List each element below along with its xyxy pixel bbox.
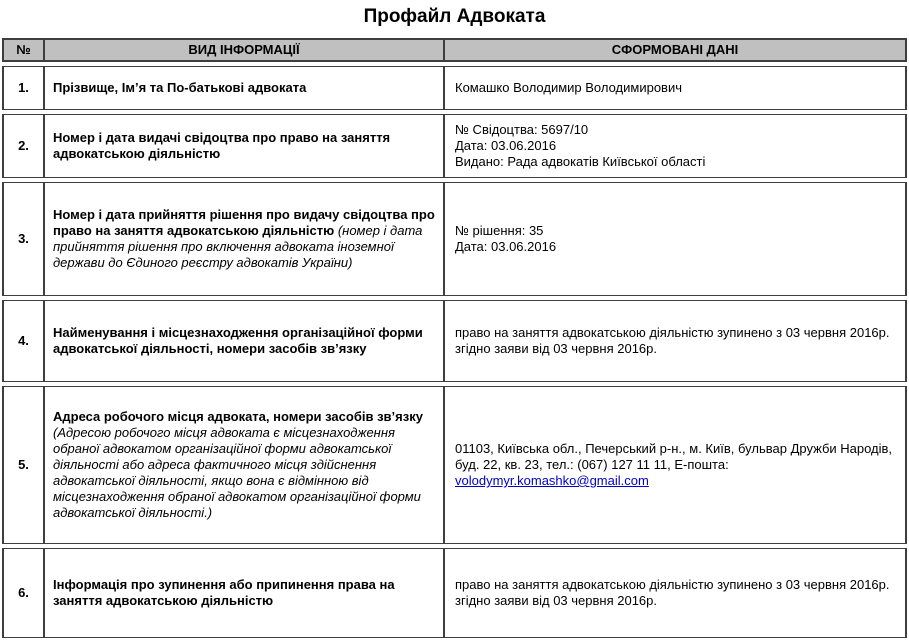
column-header-data: СФОРМОВАНІ ДАНІ xyxy=(444,38,907,62)
table-header-row xyxy=(2,38,907,62)
info-cell xyxy=(44,300,444,382)
info-main-text: Номер і дата прийняття рішення про видачу свідоцтва про право на заняття адвокатською діяльністю xyxy=(53,207,435,238)
data-line: Видано: Рада адвокатів Київської області xyxy=(455,154,706,169)
lawyer-profile-page xyxy=(0,5,909,642)
table-row xyxy=(2,300,907,382)
data-line: Дата: 03.06.2016 xyxy=(455,239,557,254)
info-main-text: Найменування і місцезнаходження організаційної форми адвокатської діяльності, номери засобів зв’язку xyxy=(53,325,423,356)
address-text: 01103, Київська обл., Печерський р-н., м. Київ, бульвар Дружби Народів, буд. 22, кв. 23, тел.: (067) 127 11 11, E-пошта: xyxy=(455,441,893,472)
info-note-text: (номер і дата прийняття рішення про включення адвоката іноземної держави до Єдиного реєстру адвокатів України) xyxy=(53,223,423,270)
row-number: 6. xyxy=(2,548,44,638)
info-main-text: Адреса робочого місця адвоката, номери засобів зв’язку xyxy=(53,409,423,424)
email-link[interactable]: volodymyr.komashko@gmail.com xyxy=(455,473,649,488)
table-row xyxy=(2,182,907,296)
data-line: № рішення: 35 xyxy=(455,223,544,238)
data-cell xyxy=(444,300,907,382)
info-cell xyxy=(44,182,444,296)
info-cell xyxy=(44,386,444,544)
page-title: Профайл Адвоката xyxy=(363,6,546,27)
table-row xyxy=(2,114,907,178)
info-note-text: (Адресою робочого місця адвоката є місцезнаходження обраної адвокатом організаційної форми адвокатської діяльності або адреса фактичного місця здійснення адвокатської діяльності, якщо вона є відмінною від місцезнаходження обраної адвокатом організаційної форми адвокатської діяльності.) xyxy=(53,425,421,520)
row-number: 1. xyxy=(2,66,44,110)
info-cell xyxy=(44,66,444,110)
row-number: 4. xyxy=(2,300,44,382)
data-line xyxy=(455,441,897,489)
info-main-text: Інформація про зупинення або припинення права на заняття адвокатською діяльністю xyxy=(53,577,395,608)
table-row xyxy=(2,386,907,544)
data-cell xyxy=(444,114,907,178)
row-number: 2. xyxy=(2,114,44,178)
info-main-text: Номер і дата видачі свідоцтва про право на заняття адвокатською діяльністю xyxy=(53,130,391,161)
data-line: Дата: 03.06.2016 xyxy=(455,138,557,153)
data-line: № Свідоцтва: 5697/10 xyxy=(455,122,589,137)
info-cell xyxy=(44,548,444,638)
data-cell xyxy=(444,182,907,296)
profile-table xyxy=(2,34,907,642)
data-cell xyxy=(444,386,907,544)
data-line: Комашко Володимир Володимирович xyxy=(455,80,682,95)
column-header-num: № xyxy=(2,38,44,62)
data-cell xyxy=(444,548,907,638)
column-header-info: ВИД ІНФОРМАЦІЇ xyxy=(44,38,444,62)
table-row xyxy=(2,548,907,638)
info-cell xyxy=(44,114,444,178)
data-line: право на заняття адвокатською діяльністю зупинено з 03 червня 2016р. згідно заяви від 03 червня 2016р. xyxy=(455,577,890,608)
row-number: 3. xyxy=(2,182,44,296)
data-cell xyxy=(444,66,907,110)
data-line: право на заняття адвокатською діяльністю зупинено з 03 червня 2016р. згідно заяви від 03 червня 2016р. xyxy=(455,325,890,356)
info-main-text: Прізвище, Ім’я та По-батькові адвоката xyxy=(53,80,307,95)
table-row xyxy=(2,66,907,110)
row-number: 5. xyxy=(2,386,44,544)
